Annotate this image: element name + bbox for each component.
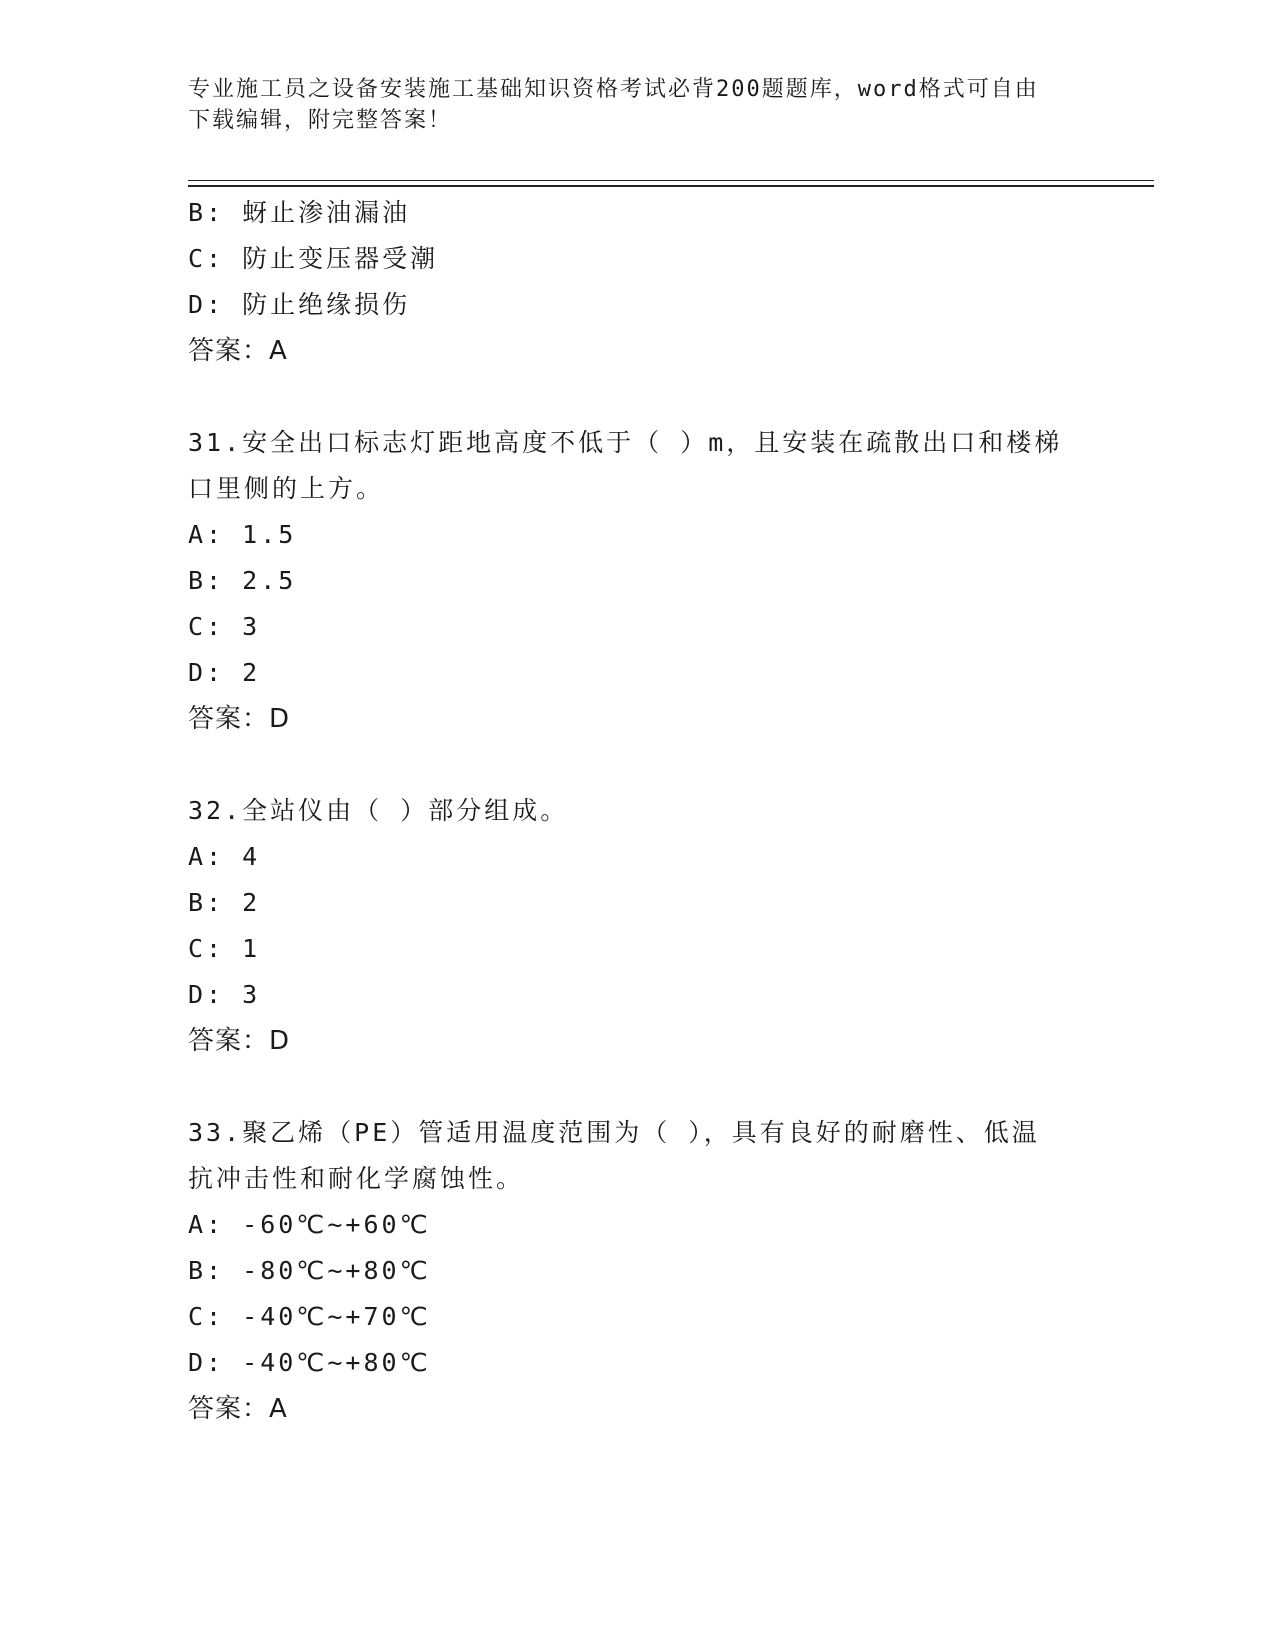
option-d: D: -40℃~+80℃: [188, 1348, 431, 1377]
question-text: 33.聚乙烯（PE）管适用温度范围为（ ），具有良好的耐磨性、低温: [188, 1118, 1040, 1147]
option-d: D: 防止绝缘损伤: [188, 290, 411, 319]
option-c: C: 3: [188, 612, 261, 641]
option-d: D: 2: [188, 658, 261, 687]
question-31: [188, 420, 1088, 742]
question-33: [188, 1110, 1088, 1432]
question-32: [188, 788, 1088, 1064]
option-b: B: 2.5: [188, 566, 297, 595]
answer-label: 答案：D: [188, 1026, 291, 1056]
option-c: C: -40℃~+70℃: [188, 1302, 431, 1331]
question-text: 32.全站仪由（ ）部分组成。: [188, 796, 569, 825]
option-d: D: 3: [188, 980, 261, 1009]
spacer: [188, 374, 1088, 420]
option-a: A: 1.5: [188, 520, 297, 549]
header-line-2: 下载编辑，附完整答案！: [188, 108, 453, 133]
document-header: [188, 74, 1088, 136]
option-c: C: 1: [188, 934, 261, 963]
header-divider-thick: [188, 185, 1154, 187]
question-text-continued: 口里侧的上方。: [188, 474, 385, 503]
answer-label: 答案：A: [188, 336, 288, 366]
option-a: A: 4: [188, 842, 261, 871]
header-line-1: 专业施工员之设备安装施工基础知识资格考试必背200题题库，word格式可自由: [188, 77, 1039, 102]
option-b: B: -80℃~+80℃: [188, 1256, 431, 1285]
answer-label: 答案：A: [188, 1394, 288, 1424]
previous-question-tail: [188, 190, 1088, 374]
option-c: C: 防止变压器受潮: [188, 244, 439, 273]
option-b: B: 2: [188, 888, 261, 917]
spacer: [188, 1064, 1088, 1110]
answer-label: 答案：D: [188, 704, 291, 734]
spacer: [188, 742, 1088, 788]
question-text-continued: 抗冲击性和耐化学腐蚀性。: [188, 1164, 525, 1193]
option-b: B: 蚜止渗油漏油: [188, 198, 411, 227]
question-content: [188, 190, 1088, 1432]
question-text: 31.安全出口标志灯距地高度不低于（ ）m，且安装在疏散出口和楼梯: [188, 428, 1063, 457]
header-divider-thin: [188, 180, 1154, 181]
option-a: A: -60℃~+60℃: [188, 1210, 431, 1239]
